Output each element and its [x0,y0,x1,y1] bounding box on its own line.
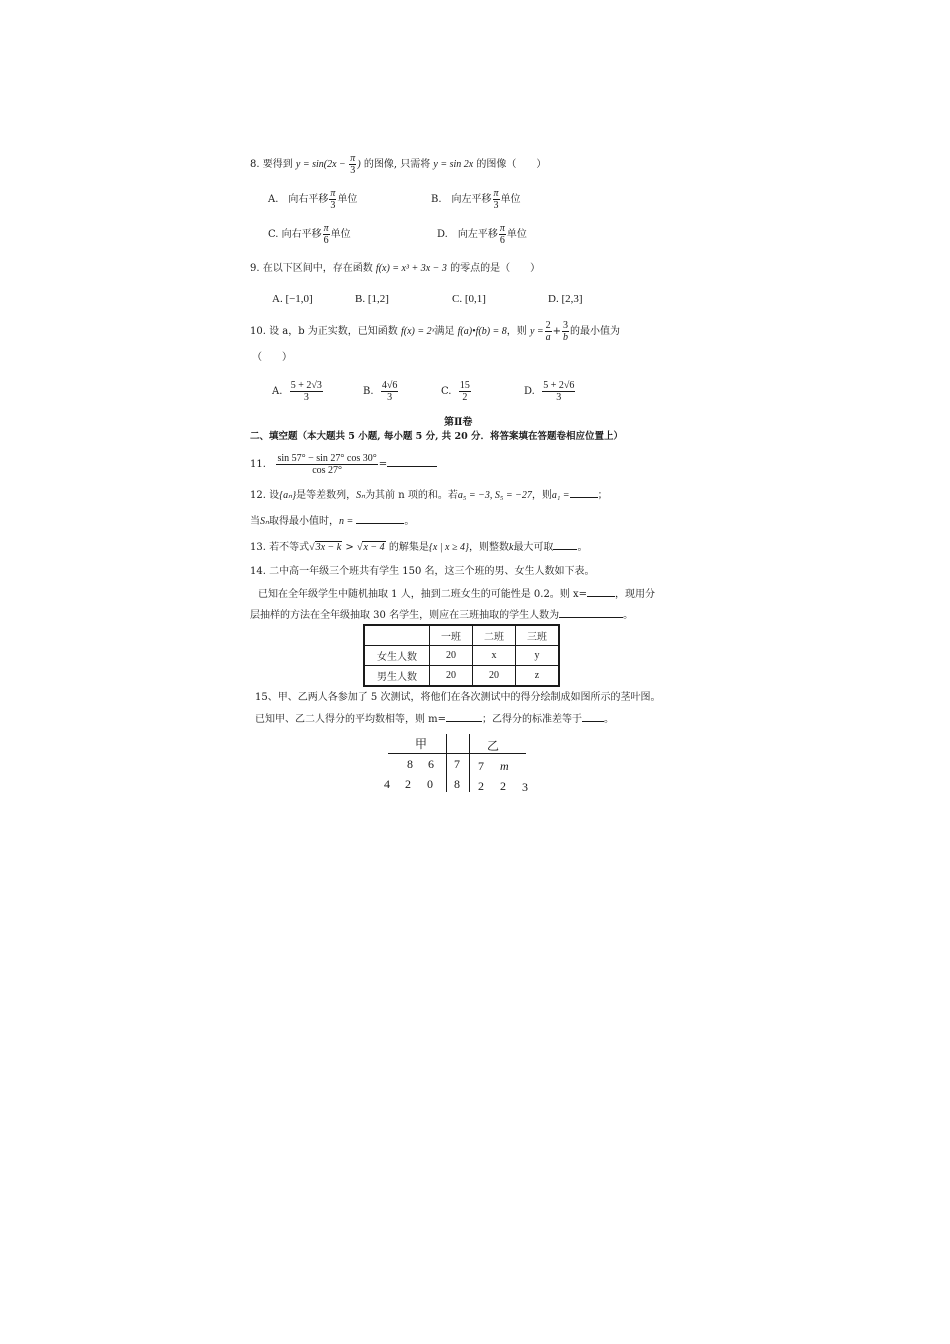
question-9-stem: 9. 在以下区间中，存在函数 f(x) = x³ + 3x − 3 的零点的是（ ） [250,263,541,274]
q8-option-c: C. 向右平移 $\frac{\pi}{6}$ 单位 [268,223,351,246]
question-14-line2: 已知在全年级学生中随机抽取 1 人，抽到二班女生的可能性是 0.2。则 x= ，现用分 [258,586,655,602]
question-12-line1: 12. 设{aₙ}是等差数列，Sₙ为其前 n 项的和。若a₅ = −3, S₅ = −27，则a₁ = ； [250,487,608,503]
leaf-right: 3 [522,780,528,794]
q9-option-d: D. [2,3] [548,293,583,305]
q8-stem-text: 8. 要得到 [250,159,293,170]
q8-option-a: A. 向右平移 $\frac{\pi}{3}$ 单位 [268,188,358,211]
q8-stem-mid: 的图像, 只需将 [363,159,431,170]
question-14-line1: 14. 二中高一年级三个班共有学生 150 名，这三个班的男、女生人数如下表。 [250,566,595,577]
q13-blank [553,539,577,550]
left-label: 甲 [415,737,428,751]
leaf-right: 7 [478,759,484,773]
class-table [363,624,560,687]
stem-divider-left [446,734,447,792]
question-15-line1: 15、甲、乙两人各参加了 5 次测试，将他们在各次测试中的得分绘制成如图所示的茎叶图。 [255,692,661,703]
q9-option-b: B. [1,2] [355,293,389,305]
stem-value: 7 [454,757,460,771]
q10-option-b: B. $\frac{4√6}{3}$ [363,380,398,403]
q14-x-blank [587,586,615,597]
stem-value: 8 [454,777,460,791]
question-12-line2: 当Sₙ取得最小值时，n = 。 [250,513,414,529]
q8-frac: $\frac{\pi}{3}$ [350,153,356,176]
question-15-line2: 已知甲、乙二人得分的平均数相等，则 m= ；乙得分的标准差等于 。 [255,711,614,727]
q10-option-a: A. $\frac{5 + 2√3}{3}$ [272,380,322,403]
question-13: 13. 若不等式√3x − k > √x − 4 的解集是{x | x ≥ 4}，则整数k最大可取 。 [250,539,587,555]
q10-option-c: C. $\frac{15}{2}$ [441,380,470,403]
question-10-stem: 10. 设 a，b 为正实数，已知函数 f(x) = 2ˣ满足 f(a)•f(b) = 8，则 y = $\frac{2}{a}$ + $\frac{3}{b}$ 的最小值为 [250,320,621,343]
table-header-row: 一班 二班 三班 [364,625,559,646]
q8-stem-end: 的图像（ ） [476,159,547,170]
section-title: 第Ⅱ卷 [444,417,473,428]
q8-func1-close: ) [357,159,361,170]
table-row: 男生人数 20 20 z [364,666,559,687]
question-8-stem [250,153,546,176]
header-divider [388,753,526,754]
leaf-right: 2 [478,779,484,793]
q15-m-blank [446,711,482,722]
q12-n-blank [356,513,404,524]
q8-option-b: B. 向左平移 $\frac{\pi}{3}$ 单位 [431,188,521,211]
table-row: 女生人数 20 x y [364,646,559,666]
leaf-left: 6 [428,757,434,771]
leaf-right: 2 [500,779,506,793]
leaf-left: 4 [384,777,390,791]
q10-option-d: D. $\frac{5 + 2√6}{3}$ [524,380,575,403]
q11-denominator: cos 27° [312,465,343,476]
q8-func2: y = sin 2x [433,159,474,170]
leaf-left: 2 [405,777,411,791]
q11-numerator: sin 57° − sin 27° cos 30° [277,453,377,464]
q12-a1-blank [570,487,598,498]
q15-sd-blank [582,711,604,722]
section-heading: 二、填空题（本大题共 5 小题, 每小题 5 分, 共 20 分．将答案填在答题卷相应位置上） [250,431,624,442]
q9-option-a: A. [−1,0] [272,293,313,305]
q9-func: f(x) = x³ + 3x − 3 [375,263,447,274]
q10-paren: （ ） [252,352,292,363]
stem-divider-right [469,734,470,792]
q11-answer-blank [387,456,437,467]
q8-option-d: D. 向左平移 $\frac{\pi}{6}$ 单位 [437,223,527,246]
leaf-left: 0 [427,777,433,791]
question-14-line3: 层抽样的方法在全年级抽取 30 名学生，则应在三班抽取的学生人数为 。 [250,607,633,623]
leaf-left: 8 [407,757,413,771]
question-11: 11. $\frac{\sin 57^\circ - \sin 27^\circ \cos 30^\circ}{\cos 27^\circ}$ = [250,453,437,476]
leaf-right: m [500,759,509,773]
right-label: 乙 [487,739,500,753]
q9-option-c: C. [0,1] [452,293,486,305]
q14-count-blank [559,607,623,618]
q8-func1: y = sin(2x − [295,159,349,170]
